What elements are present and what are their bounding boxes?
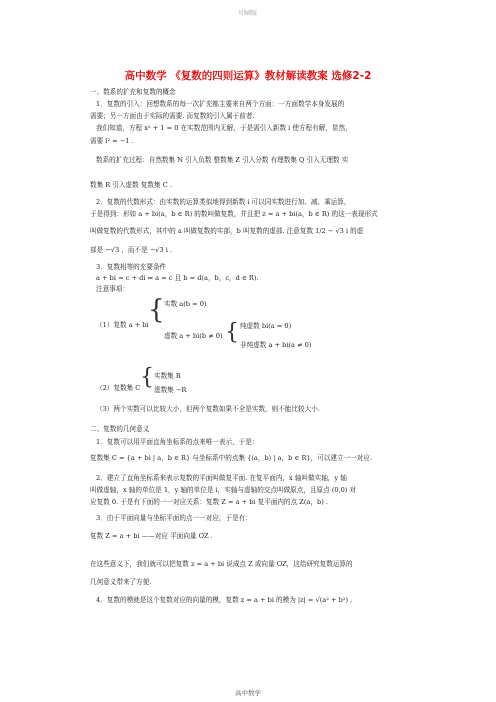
brace-icon: { [225,320,239,345]
paragraph-line: 叫做复数的代数形式，其中的 a 叫做复数的实部，b 叫复数的虚部. 注意复数 1/2 − √3 i 的虚 [90,227,364,235]
paragraph-line: 3．由于平面向量与坐标平面的点一一对应，于是有： [96,514,252,522]
paragraph-line: 4．复数的模就是这个复数对应的向量的模，复数 z = a + bi 的模为 |z| = √(a² + b²) . [96,596,353,604]
paragraph-line: （3）两个实数可以比较大小，但两个复数如果不全是实数，则不能比较大小. [96,405,320,413]
paragraph-line: 于是得到：形如 a + bi(a，b ∈ R) 的数叫做复数，并且把 z = a + bi(a，b ∈ R) 的这一表现形式 [90,210,378,218]
paragraph-line: 叫做虚轴，x 轴的单位是 1，y 轴的单位是 i，实轴与虚轴的交点叫做原点，且原点 (0,0) 对 [90,486,357,494]
paragraph-line: 数系的扩充过程：自然数集 N 引入负数 整数集 Z 引入分数 有理数集 Q 引入无理数 实 [96,156,349,164]
section-heading: 二、复数的几何意义 [90,425,150,433]
classification-item: 非纯虚数 a + bi(a ≠ 0) [240,341,312,349]
page-title: 高中数学 《复数的四则运算》教材解读教案 选修2-2 [124,70,372,82]
paragraph-line: 需要 i² = −1 . [90,137,134,145]
classification-item: 虚数 a + bi(b ≠ 0) [164,332,223,340]
classification-item: 实数集 R [154,372,181,380]
classification-item: 实数 a(b = 0) [164,300,207,308]
section-heading: 一、数系的扩充和复数的概念 [90,88,176,96]
page-footer: 高中数学 [235,689,261,697]
paragraph-line: 注意事项： [96,285,129,293]
brace-icon: { [140,365,154,390]
paragraph-line: 1．复数可以用平面直角坐标系的点来唯一表示，于是： [96,438,259,446]
paragraph-line: 3．复数相等的充要条件 [96,263,167,271]
brace-icon: { [148,295,165,325]
paragraph-line: 在这些意义下，我们就可以把复数 z = a + bi 说成点 Z 或向量 OZ，这给研究复数运算的 [90,560,353,568]
formula-line: 复数 Z = a + bi ——对应 平面向量 OZ . [90,532,213,540]
paragraph-line: 我们知道，方程 x² + 1 = 0 在实数范围内无解，于是需引入新数 i 使方程有解，显然， [96,124,352,132]
formula-line: 复数集 C = {a + bi | a，b ∈ R} 与坐标系中的点集 {(a，b) | a，b ∈ R}，可以建立一一对应. [90,454,373,462]
paragraph-line: 应复数 0. 于是有下面的一一对应关系：复数 Z = a + bi 复平面内的点 Z(a，b) . [90,498,328,506]
classification-label: （2）复数集 C [96,384,141,392]
classification-item: 纯虚数 bi(a = 0) [240,322,292,330]
paragraph-line: 2．复数的代数形式：由实数的运算类似地得到新数 i 可以同实数进行加、减、乘运算， [96,198,351,206]
paragraph-line: 部是 −√3 ，而不是 −√3 i . [90,246,173,254]
paragraph-line: 2．建立了直角坐标系来表示复数的平面叫做复平面. 在复平面内，x 轴叫做实轴，y 轴 [96,474,347,482]
classification-item: 虚数集 −R [154,386,187,394]
paragraph-line: 几何意义带来了方便. [90,578,152,586]
classification-label: （1）复数 a + bi [96,321,149,329]
formula-line: a + bi = c + di ⇔ a = c 且 b = d(a，b，c，d ∈ R). [96,274,259,282]
page-header: 印刷版 [238,10,257,17]
paragraph-line: 需要；另一方面由于实际的需要. 而复数的引入属于前者. [90,112,255,120]
paragraph-line: 数集 R 引入虚数 复数集 C . [90,181,172,189]
paragraph-line: 1．复数的引入：回想数系的每一次扩充都主要来自两个方面：一方面数学本身发展的 [96,100,345,108]
